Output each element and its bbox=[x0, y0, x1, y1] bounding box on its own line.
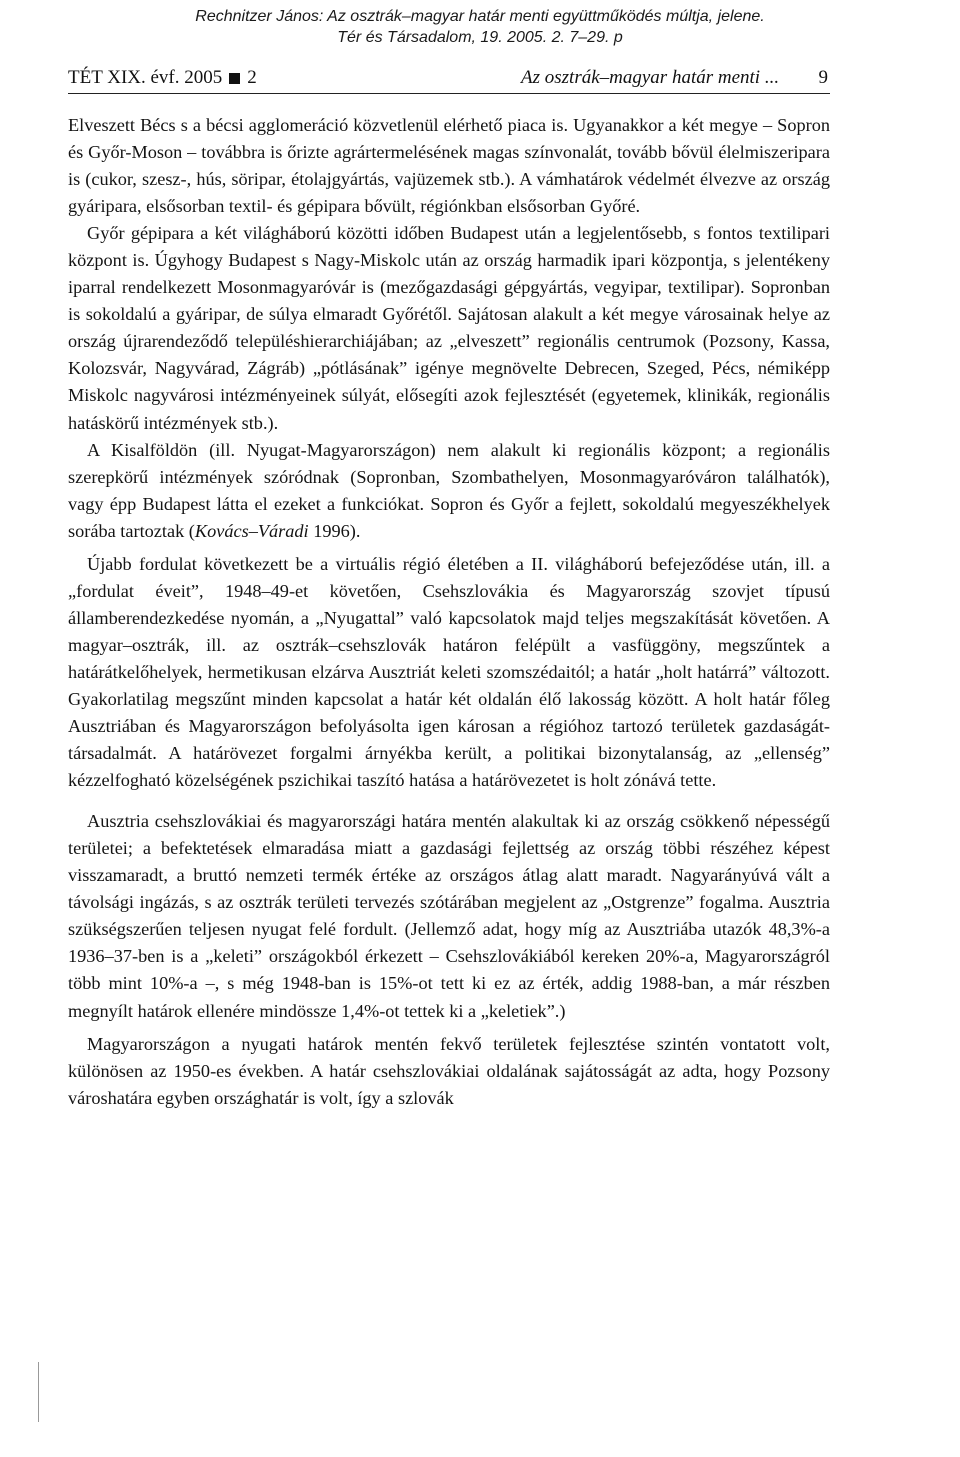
citation-line-1: Rechnitzer János: Az osztrák–magyar határ menti együttműködés múltja, jelene. bbox=[195, 8, 765, 25]
square-bullet-icon bbox=[229, 73, 240, 84]
page-number: 9 bbox=[818, 67, 828, 88]
header-journal bbox=[68, 67, 257, 89]
paragraph: Újabb fordulat következett be a virtuális régió életében a II. világháború befejeződése után, ill. a „fordulat éveit”, 1948–49-et követően, Csehszlovákia és Magyarország szovjet típusú államberendezkedése nyomán, a „Nyugattal” való kapcsolatok majd teljes megszakítását követően. A magyar–osztrák, ill. az osztrák–csehszlovák határon felépült a vasfüggöny, megszűntek a határátkelőhelyek, hermetikusan elzárva Ausztriát keleti szomszédaitól; a határ „holt határrá” változott. Gyakorlatilag megszűnt minden kapcsolat a határ két oldalán élő lakosság között. A holt határ főleg Ausztriában és Magyarországon befolyásolta igen károsan a régióhoz tartozó területek gazdaságát-társadalmát. A határövezet forgalmi árnyékba került, a politikai bizonytalanság, az „ellenség” kézzelfogható közelségének pszichikai taszító hatása a határövezetet is holt zónává tette. bbox=[68, 553, 830, 791]
citation-year: 1996). bbox=[308, 520, 361, 541]
header-rule bbox=[68, 93, 830, 94]
paragraph: Magyarországon a nyugati határok mentén fekvő területek fejlesztése szintén vontatott volt, különösen az 1950-es években. A határ csehszlovákiai oldalának sajátosságát az adta, hogy Pozsony városhatára egyben országhatár is volt, így a szlovák bbox=[68, 1033, 830, 1108]
paragraph bbox=[68, 437, 830, 545]
paragraph: Győr gépipara a két világháború közötti időben Budapest után a legjelentősebb, s fontos textilipari központ is. Úgyhogy Budapest s Nagy-Miskolc után az ország harmadik ipari központja, s jelentékeny iparral rendelkezett Mosonmagyaróvár is (mezőgazdasági gépgyártás, vegyipar, textilipar). Sopronban is sokoldalú a gyáripar, de súlya elmaradt Győrétől. Sajátosan alakult a két megye városainak helye az ország újrarendeződő településhierarchiájában; az „elveszett” regionális centrumok (Pozsony, Kassa, Kolozsvár, Nagyvárad, Zágráb) „pótlásának” igénye megnövelte Debrecen, Szeged, Pécs, némiképp Miskolc nagyvárosi intézményeinek súlyát, elősegíti azok fejlesztését (egyetemek, klinikák, regionális hatáskörű intézmények stb.). bbox=[68, 223, 830, 433]
paragraph: Elveszett Bécs s a bécsi agglomeráció közvetlenül elérhető piaca is. Ugyanakkor a két megye – Sopron és Győr-Moson – továbbra is őrizte agrártermelésének magas színvonalát, tovább bővül élelmiszeripara is (cukor, szesz-, hús, söripar, étolajgyártás, vajüzemek stb.). A vámhatárok védelmét élvezve az ország gyáripara, elsősorban textil- és gépipara bővült, régiónkban elsősorban Győré. bbox=[68, 115, 830, 217]
header-issue: 2 bbox=[247, 67, 257, 88]
citation-line-2: Tér és Társadalom, 19. 2005. 2. 7–29. p bbox=[337, 29, 623, 46]
paragraph: Ausztria csehszlovákiai és magyarországi határa mentén alakultak ki az ország csökkenő népességű területei; a befektetések elmaradása miatt a gazdasági fejlettség az ország többi részéhez képest visszamaradt, a bruttó nemzeti termék értéke az országos átlag alatt maradt. Nagyarányúvá vált a távolsági ingázás, s az osztrák területi tervezés szótárában megjelent az „Ostgrenze” fogalma. Ausztria szükségszerűen teljesen nyugat felé fordult. (Jellemző adat, hogy míg az Ausztriába utazók 48,3%-a 1936–37-ben is a „keleti” országokból érkezett – Csehszlovákiából kereken 20%-a, Magyarországról több mint 10%-a –, s még 1948-ban is 15%-ot tett ki ez az érték, addig 1988-ban, a már részben megnyílt határok ellenére mindössze 1,4%-ot tettek ki a „keletiek”.) bbox=[68, 811, 830, 1021]
header-running-title: Az osztrák–magyar határ menti ... bbox=[521, 67, 780, 88]
citation-authors: Kovács–Váradi bbox=[194, 520, 309, 541]
header-journal-text: TÉT XIX. évf. 2005 bbox=[68, 67, 223, 88]
running-header bbox=[68, 63, 830, 93]
body-text bbox=[68, 112, 830, 1112]
margin-mark bbox=[38, 1362, 39, 1422]
paragraph-text: A Kisalföldön (ill. Nyugat-Magyarországon) nem alakult ki regionális központ; a regionális szerepkörű intézmények szóródnak (Sopronban, Szombathelyen, Mosonmagyaróváron találhatók), vagy épp Budapest látta el ezeket a funkciókat. Sopron és Győr a fejlett, sokoldalú megyeszékhelyek sorába tartoztak ( bbox=[68, 439, 830, 541]
